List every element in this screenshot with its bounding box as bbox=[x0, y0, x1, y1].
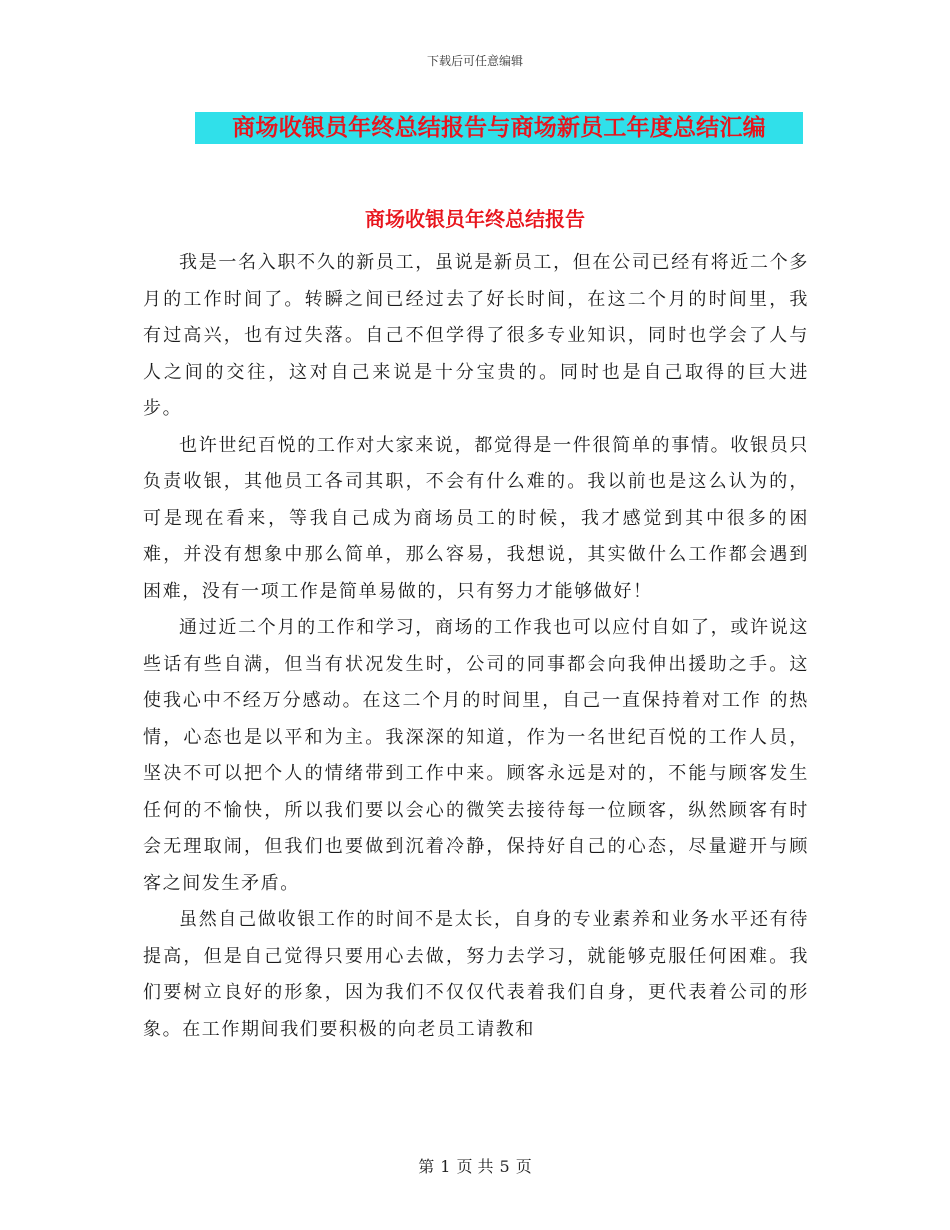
footer-suffix: 页 bbox=[515, 1157, 532, 1176]
page-footer bbox=[0, 1154, 950, 1177]
footer-middle: 页 共 bbox=[456, 1157, 494, 1176]
paragraph-4: 虽然自己做收银工作的时间不是太长，自身的专业素养和业务水平还有待提高，但是自己觉得只要用心去做，努力去学习，就能够克服任何困难。我们要树立良好的形象，因为我们不仅仅代表着我们自身，更代表着公司的形象。在工作期间我们要积极的向老员工请教和 bbox=[143, 909, 809, 1040]
section-title: 商场收银员年终总结报告 bbox=[365, 207, 585, 231]
document-title: 商场收银员年终总结报告与商场新员工年度总结汇编 bbox=[232, 114, 766, 141]
paragraph-1: 我是一名入职不久的新员工，虽说是新员工，但在公司已经有将近二个多月的工作时间了。转瞬之间已经过去了好长时间，在这二个月的时间里，我有过高兴，也有过失落。自己不但学得了很多专业知识，同时也学会了人与人之间的交往，这对自己来说是十分宝贵的。同时也是自己取得的巨大进步。 bbox=[143, 252, 809, 419]
paragraph-2: 也许世纪百悦的工作对大家来说，都觉得是一件很简单的事情。收银员只负责收银，其他员工各司其职，不会有什么难的。我以前也是这么认为的，可是现在看来，等我自己成为商场员工的时候，我才感觉到其中很多的困难，并没有想象中那么简单，那么容易，我想说，其实做什么工作都会遇到困难，没有一项工作是简单易做的，只有努力才能够做好！ bbox=[143, 434, 809, 602]
footer-prefix: 第 bbox=[418, 1157, 435, 1176]
footer-current-page: 1 bbox=[440, 1157, 451, 1176]
body-text bbox=[143, 245, 809, 1048]
paragraph-3: 通过近二个月的工作和学习，商场的工作我也可以应付自如了，或许说这些话有些自满，但当有状况发生时，公司的同事都会向我伸出援助之手。这使我心中不经万分感动。在这二个月的时间里，自己一直保持着对工作 的热情，心态也是以平和为主。我深深的知道，作为一名世纪百悦的工作人员，坚决不可以把个人的情绪带到工作中来。顾客永远是对的，不能与顾客发生任何的不愉快，所以我们要以会心的微笑去接待每一位顾客，纵然顾客有时会无理取闹，但我们也要做到沉着冷静，保持好自己的心态，尽量避开与顾客之间发生矛盾。 bbox=[143, 617, 809, 894]
header-note: 下载后可任意编辑 bbox=[426, 54, 523, 68]
document-title-highlight bbox=[195, 112, 803, 144]
footer-total-pages: 5 bbox=[499, 1157, 510, 1176]
